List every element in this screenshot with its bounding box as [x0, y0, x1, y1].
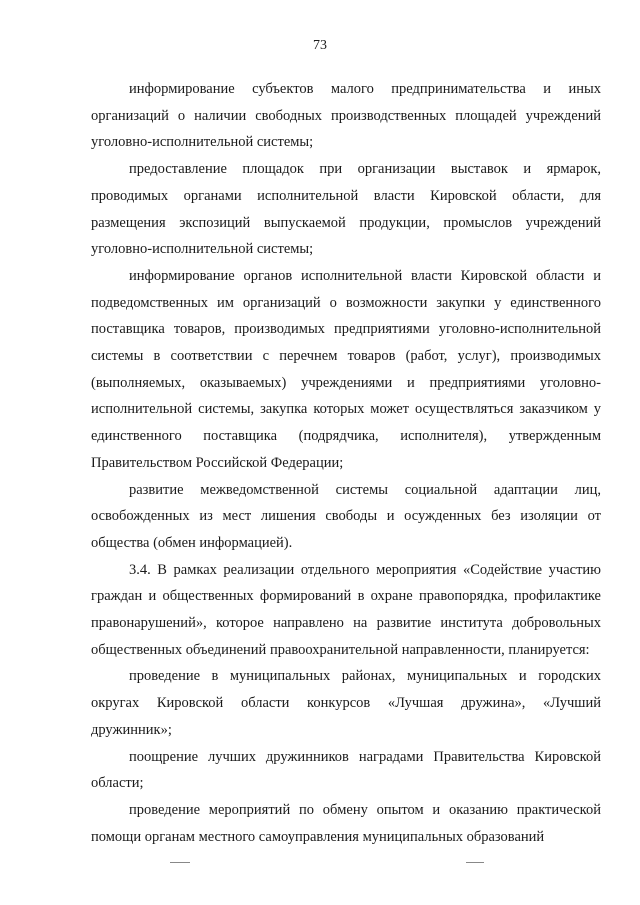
paragraph-section-3-4: 3.4. В рамках реализации отдельного мероприятия «Содействие участию граждан и общественных формирований в охране правопорядка, профилактике правонарушений», которое направлено на развитие института добровольных общественных объединений правоохранительной направленности, планируется: — [91, 561, 601, 658]
paragraph-social-adaptation: развитие межведомственной системы социальной адаптации лиц, освобожденных из мест лишения свободы и осужденных без изоляции от общества (обмен информацией). — [91, 481, 601, 551]
scan-artifact-mark — [170, 862, 190, 863]
paragraph-inform-small-business: информирование субъектов малого предпринимательства и иных организаций о наличии свободных производственных площадей учреждений уголовно-исполнительной системы; — [91, 81, 601, 151]
document-body — [91, 76, 601, 850]
scan-artifact-mark — [466, 862, 484, 863]
paragraph-exhibition-venues: предоставление площадок при организации выставок и ярмарок, проводимых органами исполнительной власти Кировской области, для размещения экспозиций выпускаемой продукции, промыслов учреждений уголовно-исполнительной системы; — [91, 161, 601, 258]
paragraph-contests: проведение в муниципальных районах, муниципальных и городских округах Кировской области конкурсов «Лучшая дружина», «Лучший дружинник»; — [91, 668, 601, 738]
page-number: 73 — [313, 38, 327, 53]
paragraph-awards: поощрение лучших дружинников наградами Правительства Кировской области; — [91, 748, 601, 792]
paragraph-experience-exchange: проведение мероприятий по обмену опытом и оказанию практической помощи органам местного самоуправления муниципальных образований — [91, 801, 601, 845]
paragraph-procurement-info: информирование органов исполнительной власти Кировской области и подведомственных им организаций о возможности закупки у единственного поставщика товаров, производимых предприятиями уголовно-исполнительной системы в соответствии с перечнем товаров (работ, услуг), производимых (выполняемых, оказываемых) учреждениями и предприятиями уголовно-исполнительной системы, закупка которых может осуществляться заказчиком у единственного поставщика (подрядчика, исполнителя), утвержденным Правительством Российской Федерации; — [91, 267, 601, 471]
